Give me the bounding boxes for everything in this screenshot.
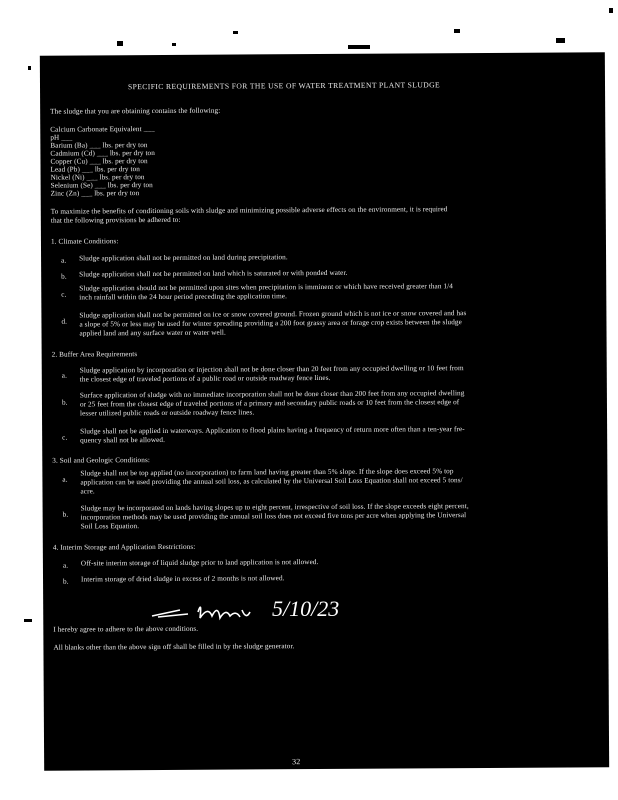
item-letter: d. [61, 317, 68, 326]
agreement-text: I hereby agree to adhere to the above conditions. [53, 624, 199, 634]
section-heading: 2. Buffer Area Requirements [51, 350, 138, 359]
scan-speck [609, 8, 613, 13]
purpose-text: that the following provisions be adhered to: [50, 215, 181, 225]
constituent-item: Copper (Cu) ___ lbs. per dry ton [50, 157, 148, 166]
item-letter: c. [62, 433, 68, 442]
requirement-text: Off-site interim storage of liquid sludge prior to land application is not allowed. [80, 558, 319, 568]
requirement-text: lesser utilized public roads or outside roadway fence lines. [79, 408, 255, 418]
document-title: SPECIFIC REQUIREMENTS FOR THE USE OF WATER TREATMENT PLANT SLUDGE [127, 80, 441, 92]
scan-speck [172, 43, 176, 46]
scan-speck [587, 608, 596, 612]
intro-text: The sludge that you are obtaining contains the following: [50, 106, 221, 116]
signature-mark [150, 592, 380, 626]
scan-speck [589, 681, 593, 687]
document-page [40, 52, 609, 770]
requirement-text: Sludge shall not be applied in waterways. Application to flood plains having a frequency of return more often than a ten-year fre- [80, 425, 465, 436]
requirement-text: Interim storage of dried sludge in excess of 2 months is not allowed. [80, 574, 285, 584]
section-heading: 4. Interim Storage and Application Restrictions: [52, 542, 196, 552]
constituent-item: Barium (Ba) ___ lbs. per dry ton [50, 141, 148, 150]
requirement-text: Surface application of sludge with no immediate incorporation shall not be done closer than 200 feet from any occupied dwelling [79, 389, 465, 400]
item-letter: a. [62, 475, 68, 484]
constituent-item: Lead (Pb) ___ lbs. per dry ton [50, 165, 140, 174]
item-letter: a. [62, 561, 69, 570]
constituent-item: Selenium (Se) ___ lbs. per dry ton [50, 181, 153, 190]
scan-speck [591, 270, 594, 276]
requirement-text: inch rainfall within the 24 hour period preceding the application time. [79, 292, 288, 302]
item-letter: b. [61, 398, 68, 407]
requirement-text: a slope of 5% or less may be used for winter spreading providing a 200 foot grassy area or forage crop exists between the sludge [79, 318, 462, 329]
purpose-text: To maximize the benefits of conditioning soils with sludge and minimizing possible adverse effects on the environment, it is required [50, 205, 448, 216]
requirement-text: Sludge may be incorporated on lands having slopes up to eight percent, irrespective of soil loss. If the slope exceeds eight percent, [80, 502, 469, 513]
blanks-note: All blanks other than the above sign off shall be filled in by the sludge generator. [53, 642, 295, 652]
scan-speck [591, 78, 594, 85]
requirement-text: applied land and any surface water or water well. [79, 328, 226, 338]
scan-speck [454, 29, 460, 33]
requirement-text: Sludge application should not be permitted upon sites when precipitation is imminent or which have received greater than 1/4 [79, 282, 453, 293]
section-heading: 1. Climate Conditions: [50, 237, 119, 246]
requirement-text: quency shall not be allowed. [80, 435, 166, 445]
requirement-text: or 25 feet from the closest edge of traveled portions of a primary and secondary public roads or 10 feet from the closest edge of [79, 398, 460, 409]
requirement-text: Sludge application shall not be permitted on land which is saturated or with ponded water. [79, 268, 348, 279]
requirement-text: Soil Loss Equation. [80, 522, 140, 531]
constituent-item: Zinc (Zn) ___ lbs. per dry ton [50, 189, 140, 198]
constituent-item: pH ___ [50, 133, 73, 142]
signature-date: 5/10/23 [272, 596, 340, 621]
section-heading: 3. Soil and Geologic Conditions: [52, 456, 150, 465]
item-letter: c. [61, 290, 67, 299]
item-letter: b. [63, 577, 69, 586]
item-letter: a. [61, 371, 67, 380]
item-letter: a. [61, 256, 67, 265]
requirement-text: Sludge shall not be top applied (no incorporation) to farm land having greater than 5% slope. If the slope does exceed 5% top [80, 467, 454, 478]
item-letter: b. [62, 510, 69, 519]
requirement-text: the closest edge of traveled portions of a public road or outside roadway fence lines. [79, 373, 331, 384]
requirement-text: incorporation methods may be used providing the annual soil loss does not exceed five tons per acre when applying the Universal [80, 511, 467, 522]
requirement-text: Sludge application shall not be permitted on ice or snow covered ground. Frozen ground which is not ice or snow covered and has [79, 309, 467, 320]
scan-speck [348, 45, 370, 49]
item-letter: b. [61, 272, 67, 281]
requirement-text: application can be used providing the annual soil loss, as calculated by the Universal Soil Loss Equation shall not exceed 5 tons/ [80, 476, 463, 487]
scan-speck [28, 66, 31, 70]
scan-speck [589, 721, 593, 729]
scan-speck [233, 31, 238, 34]
requirement-text: acre. [80, 487, 95, 496]
scan-speck [24, 619, 32, 622]
constituent-item: Calcium Carbonate Equivalent ___ [50, 125, 155, 134]
requirement-text: Sludge application by incorporation or injection shall not be done closer than 20 feet from any occupied dwelling or 10 feet from [79, 364, 464, 375]
constituent-item: Nickel (Ni) ___ lbs. per dry ton [50, 173, 145, 182]
constituent-item: Cadmium (Cd) ___ lbs. per dry ton [50, 149, 155, 158]
page-number: 32 [292, 757, 301, 767]
scan-speck [117, 41, 123, 46]
requirement-text: Sludge application shall not be permitted on land during precipitation. [79, 253, 288, 263]
scan-speck [556, 38, 565, 43]
